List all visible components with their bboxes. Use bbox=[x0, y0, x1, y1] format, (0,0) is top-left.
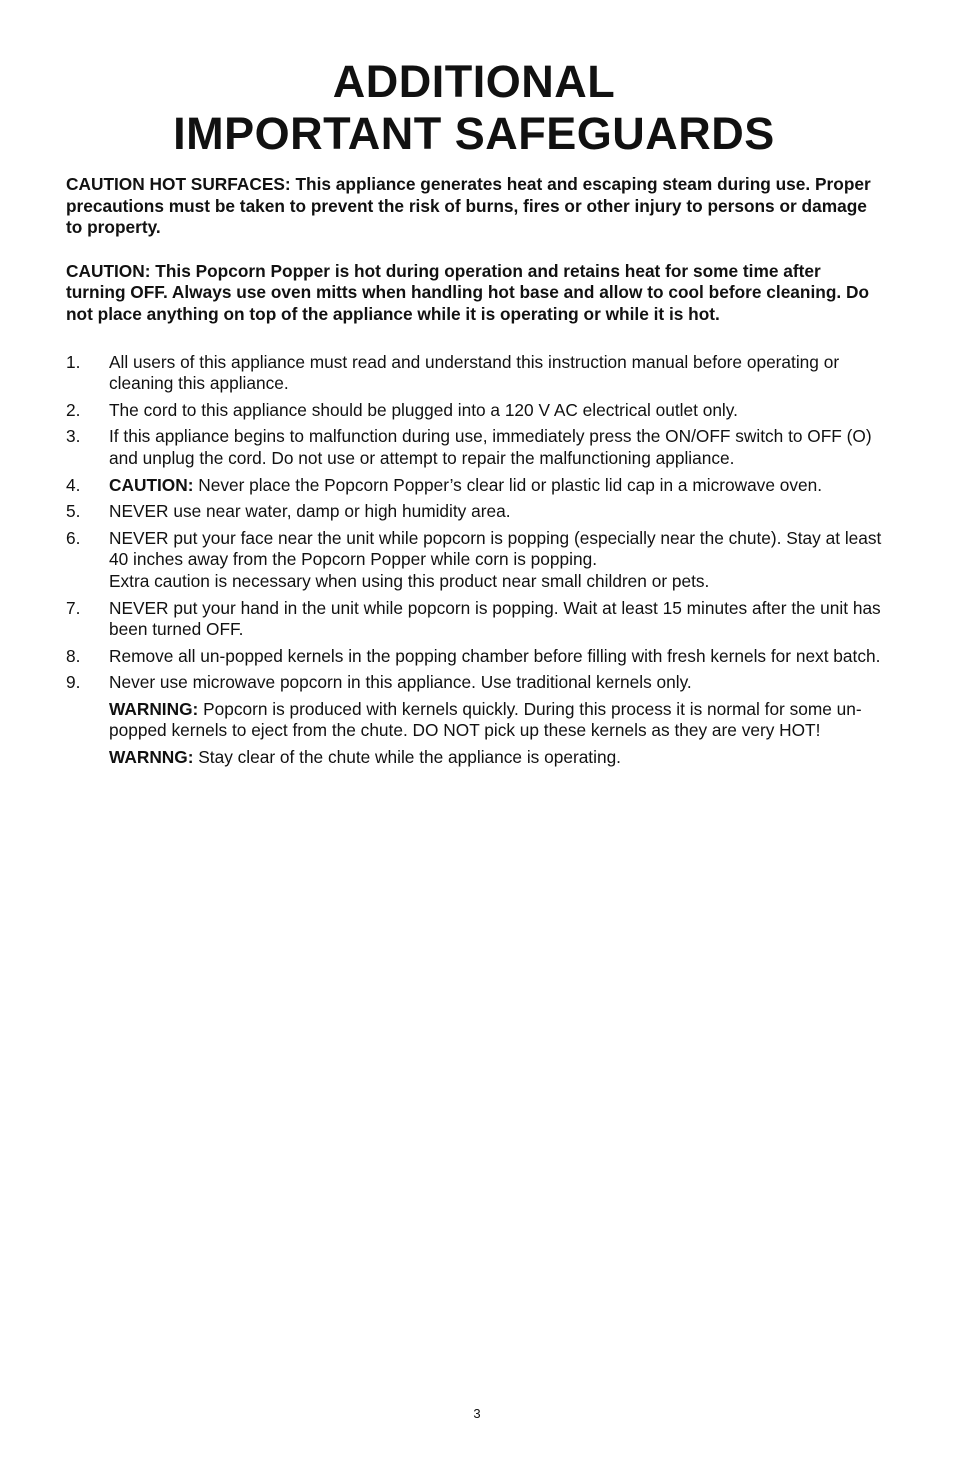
caution-hot-surfaces: CAUTION HOT SURFACES: This appliance generates heat and escaping steam during use. Proper precautions must be taken to prevent the risk of burns, fires or other injury to persons or damage to property. bbox=[66, 174, 871, 238]
item-number: 8. bbox=[66, 645, 81, 666]
title-line-2: IMPORTANT SAFEGUARDS bbox=[173, 108, 775, 159]
item-text: The cord to this appliance should be plugged into a 120 V AC electrical outlet only. bbox=[109, 399, 738, 420]
caution-popper-hot: CAUTION: This Popcorn Popper is hot during operation and retains heat for some time after turning OFF. Always use oven mitts when handling hot base and allow to cool before cleaning. Do not place anything on top of the appliance while it is operating or while it is hot. bbox=[66, 260, 870, 324]
item-text: NEVER use near water, damp or high humidity area. bbox=[109, 501, 511, 522]
warning-text: Popcorn is produced with kernels quickly. During this process it is normal for some un-popped kernels to eject from the chute. DO NOT pick up these kernels as they are very HOT! bbox=[109, 698, 862, 741]
item-number: 1. bbox=[66, 351, 81, 372]
page-number: 3 bbox=[473, 1406, 481, 1421]
manual-page bbox=[66, 56, 882, 769]
item-text: If this appliance begins to malfunction during use, immediately press the ON/OFF switch to OFF (O) and unplug the cord. Do not use or attempt to repair the malfunctioning appliance. bbox=[109, 426, 872, 468]
item-text: Remove all un-popped kernels in the popping chamber before filling with fresh kernels for next batch. bbox=[109, 645, 881, 666]
item-text bbox=[109, 475, 882, 497]
list-item bbox=[66, 501, 882, 523]
list-item bbox=[66, 528, 882, 593]
item-number: 6. bbox=[66, 527, 81, 548]
page-title bbox=[66, 56, 882, 160]
list-item bbox=[66, 400, 882, 422]
warning-label: WARNNG: bbox=[109, 747, 194, 768]
item-text: NEVER put your hand in the unit while popcorn is popping. Wait at least 15 minutes after the unit has been turned OFF. bbox=[109, 597, 881, 640]
list-item bbox=[66, 475, 882, 497]
caution-label: CAUTION: bbox=[109, 474, 194, 495]
item-text-extra: Extra caution is necessary when using this product near small children or pets. bbox=[109, 570, 710, 591]
item-number: 2. bbox=[66, 399, 81, 420]
list-item bbox=[66, 352, 882, 395]
list-item bbox=[66, 598, 882, 641]
item-number: 9. bbox=[66, 672, 81, 693]
list-item bbox=[66, 646, 882, 668]
item-number: 4. bbox=[66, 474, 81, 495]
list-item bbox=[66, 672, 882, 694]
title-line-1: ADDITIONAL bbox=[332, 56, 616, 107]
item-number: 7. bbox=[66, 597, 81, 618]
warning-label: WARNING: bbox=[109, 698, 199, 719]
item-text: All users of this appliance must read and understand this instruction manual before operating or cleaning this appliance. bbox=[109, 351, 840, 394]
warning-chute bbox=[109, 747, 882, 769]
warning-kernels bbox=[109, 699, 882, 742]
warning-text: Stay clear of the chute while the appliance is operating. bbox=[193, 747, 621, 768]
item-number: 3. bbox=[66, 426, 81, 447]
item-text bbox=[109, 528, 882, 593]
list-item bbox=[66, 426, 882, 469]
item-text-main: NEVER put your face near the unit while popcorn is popping (especially near the chute). Stay at least 40 inches away from the Popcorn Popper while corn is popping. bbox=[109, 527, 882, 570]
caution-text: Never place the Popcorn Popper’s clear lid or plastic lid cap in a microwave oven. bbox=[193, 474, 823, 495]
item-text: Never use microwave popcorn in this appliance. Use traditional kernels only. bbox=[109, 672, 692, 693]
item-number: 5. bbox=[66, 501, 81, 522]
safeguards-list bbox=[66, 352, 882, 694]
